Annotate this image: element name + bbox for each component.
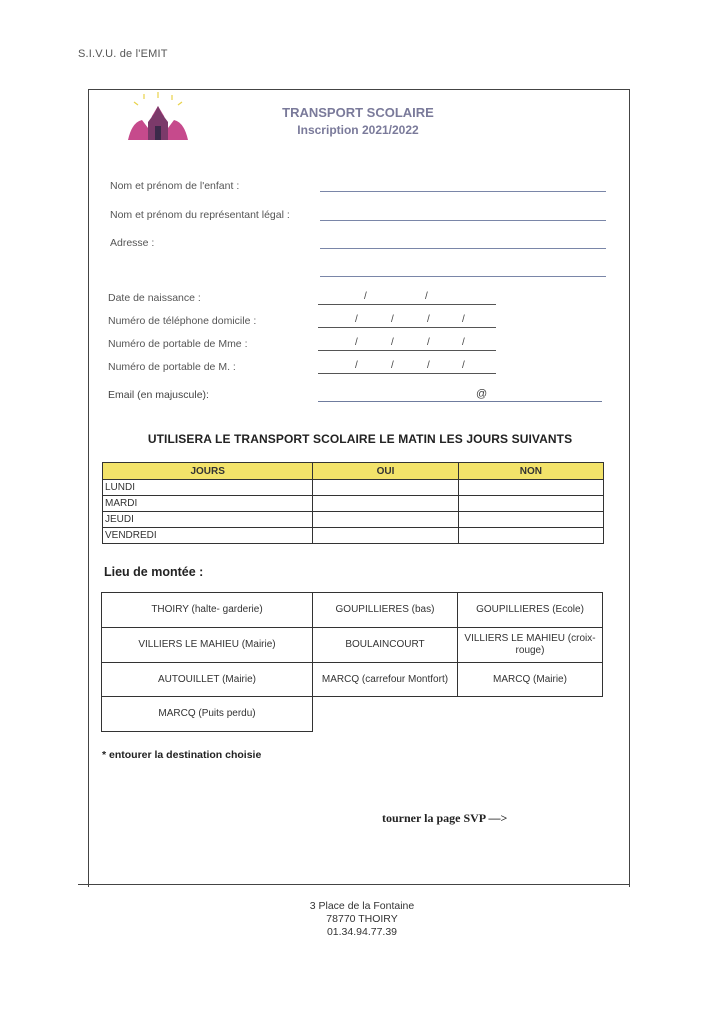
no-cell[interactable] — [458, 480, 603, 496]
day-cell: JEUDI — [103, 512, 313, 528]
stop-option[interactable]: VILLIERS LE MAHIEU (Mairie) — [101, 627, 313, 663]
turn-page-notice: tourner la page SVP —> — [382, 811, 508, 825]
church-logo — [118, 92, 198, 150]
instruction-note: * entourer la destination choisie — [102, 749, 262, 761]
address-field-line1[interactable] — [320, 248, 606, 249]
email-field[interactable] — [318, 401, 602, 402]
yes-cell[interactable] — [313, 496, 458, 512]
phone-slash: / — [391, 314, 394, 325]
schedule-table — [102, 462, 604, 544]
footer-address — [250, 900, 474, 939]
column-header-yes: OUI — [313, 463, 458, 480]
footer-city: 78770 THOIRY — [326, 913, 398, 925]
yes-cell[interactable] — [313, 480, 458, 496]
schedule-heading: UTILISERA LE TRANSPORT SCOLAIRE LE MATIN LES JOURS SUIVANTS — [147, 432, 573, 446]
phone-slash: / — [462, 337, 465, 348]
mobile-m-label: Numéro de portable de M. : — [108, 361, 236, 373]
no-cell[interactable] — [458, 528, 603, 544]
title-main: TRANSPORT SCOLAIRE — [282, 105, 434, 120]
email-label: Email (en majuscule): — [108, 389, 209, 401]
phone-slash: / — [427, 337, 430, 348]
phone-slash: / — [391, 337, 394, 348]
footer-phone: 01.34.94.77.39 — [326, 926, 398, 938]
organization-name: S.I.V.U. de l'EMIT — [78, 48, 168, 60]
yes-cell[interactable] — [313, 512, 458, 528]
phone-slash: / — [462, 314, 465, 325]
phone-slash: / — [427, 314, 430, 325]
stop-option[interactable]: THOIRY (halte- garderie) — [101, 592, 313, 628]
stop-option[interactable]: GOUPILLIERES (Ecole) — [457, 592, 603, 628]
birth-date-field[interactable] — [318, 304, 496, 305]
birth-date-label: Date de naissance : — [108, 292, 201, 304]
phone-slash: / — [391, 360, 394, 371]
guardian-name-label: Nom et prénom du représentant légal : — [110, 209, 290, 221]
stop-option[interactable]: AUTOUILLET (Mairie) — [101, 662, 313, 697]
table-row — [103, 528, 604, 544]
phone-slash: / — [355, 337, 358, 348]
column-header-no: NON — [458, 463, 603, 480]
table-row — [103, 496, 604, 512]
boarding-title: Lieu de montée : — [104, 565, 204, 579]
home-phone-label: Numéro de téléphone domicile : — [108, 315, 257, 327]
stop-option[interactable]: GOUPILLIERES (bas) — [312, 592, 458, 628]
frame-bottom-rule — [78, 884, 630, 885]
phone-slash: / — [355, 360, 358, 371]
email-at-sign: @ — [476, 388, 488, 400]
mobile-mme-field[interactable] — [318, 350, 496, 351]
guardian-name-field[interactable] — [320, 220, 606, 221]
birth-date-slash: / — [364, 291, 367, 302]
column-header-days: JOURS — [103, 463, 313, 480]
birth-date-slash: / — [425, 291, 428, 302]
yes-cell[interactable] — [313, 528, 458, 544]
stop-option[interactable]: MARCQ (Mairie) — [457, 662, 603, 697]
address-field-line2[interactable] — [320, 276, 606, 277]
table-row — [103, 512, 604, 528]
child-name-label: Nom et prénom de l'enfant : — [110, 180, 240, 192]
no-cell[interactable] — [458, 512, 603, 528]
footer-street: 3 Place de la Fontaine — [309, 900, 415, 912]
mobile-mme-label: Numéro de portable de Mme : — [108, 338, 248, 350]
day-cell: MARDI — [103, 496, 313, 512]
phone-slash: / — [355, 314, 358, 325]
phone-slash: / — [427, 360, 430, 371]
phone-slash: / — [462, 360, 465, 371]
stop-option[interactable]: VILLIERS LE MAHIEU (croix-rouge) — [457, 627, 603, 663]
table-row — [103, 480, 604, 496]
schedule-header-row — [103, 463, 604, 480]
address-label: Adresse : — [110, 237, 155, 249]
day-cell: LUNDI — [103, 480, 313, 496]
child-name-field[interactable] — [320, 191, 606, 192]
stop-option[interactable]: MARCQ (Puits perdu) — [101, 696, 313, 732]
form-title — [250, 105, 466, 137]
stop-option[interactable]: BOULAINCOURT — [312, 627, 458, 663]
title-year: Inscription 2021/2022 — [297, 123, 419, 137]
no-cell[interactable] — [458, 496, 603, 512]
home-phone-field[interactable] — [318, 327, 496, 328]
mobile-m-field[interactable] — [318, 373, 496, 374]
stop-option[interactable]: MARCQ (carrefour Montfort) — [312, 662, 458, 697]
day-cell: VENDREDI — [103, 528, 313, 544]
